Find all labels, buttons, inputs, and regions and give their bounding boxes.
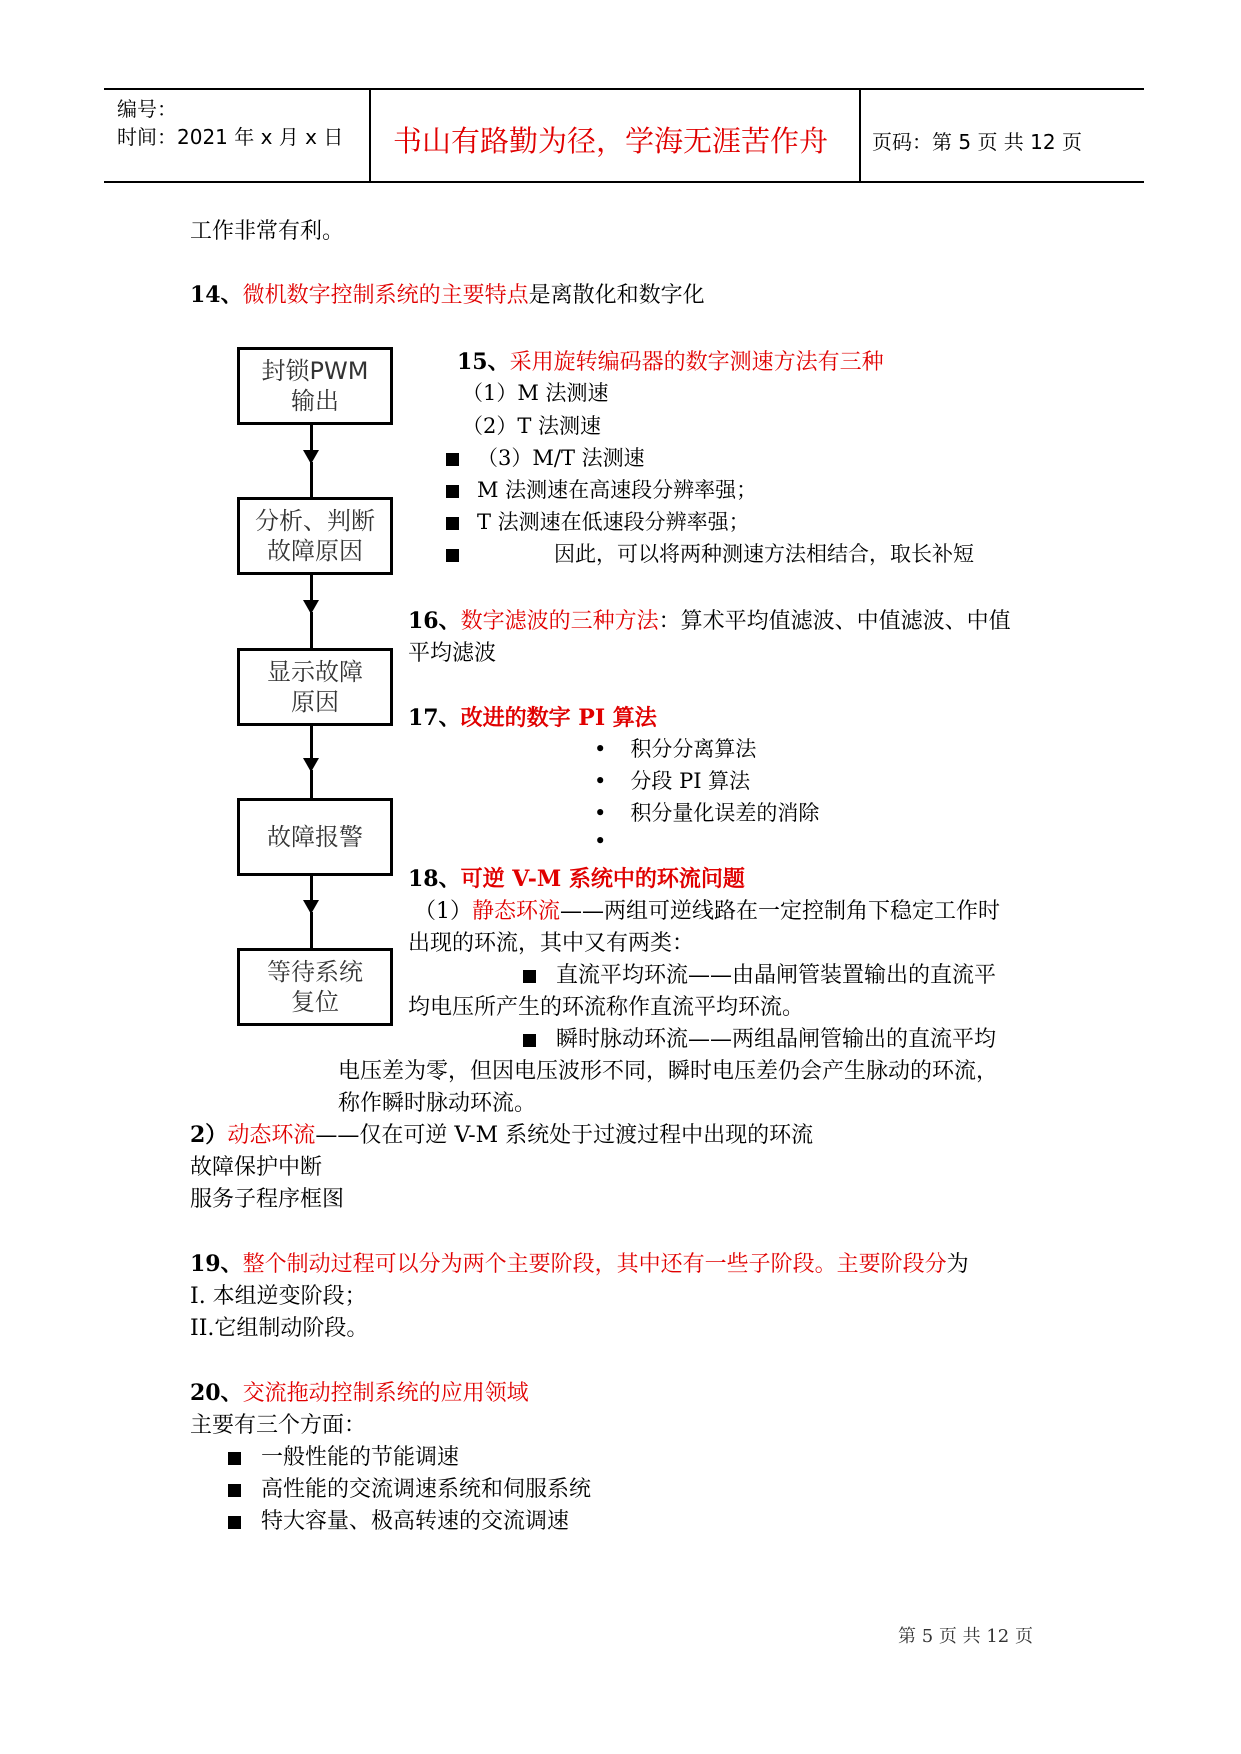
flow-box-text: 等待系统 xyxy=(267,958,363,986)
q15-bullet-text: 因此，可以将两种测速方法相结合，取长补短 xyxy=(554,542,974,566)
q20-intro: 主要有三个方面： xyxy=(190,1413,367,1438)
q18-bullet2-line3: 称作瞬时脉动环流。 xyxy=(338,1091,537,1116)
q19-topic: 整个制动过程可以分为两个主要阶段，其中还有一些子阶段。主要阶段分 xyxy=(242,1252,947,1277)
q18-bullet1-line1 xyxy=(523,958,996,989)
flow-connector xyxy=(310,912,313,948)
flow-box-text: 故障原因 xyxy=(267,537,363,565)
q19-stage-2: II.它组制动阶段。 xyxy=(190,1316,369,1341)
flow-box-analyze xyxy=(237,497,393,575)
q17-item xyxy=(594,733,756,763)
square-bullet-icon xyxy=(446,549,459,562)
q18-bullet1-text: 直流平均环流——由晶闸管装置输出的直流平 xyxy=(556,963,997,988)
flow-box-text: 输出 xyxy=(291,387,339,415)
q17-topic: 改进的数字 PI 算法 xyxy=(460,705,657,731)
fault-caption-1: 故障保护中断 xyxy=(190,1155,323,1180)
square-bullet-icon xyxy=(446,517,459,530)
q14-answer: 是离散化和数字化 xyxy=(528,283,705,308)
q18-bullet2-line1 xyxy=(523,1022,996,1053)
q15-bullet xyxy=(446,442,645,472)
q19-heading xyxy=(190,1247,969,1278)
time-label: 时间：2021 年 x 月 x 日 xyxy=(117,125,344,149)
q18-number: 18、 xyxy=(408,866,461,892)
q14-heading xyxy=(190,278,705,309)
q20-bullet-text: 一般性能的节能调速 xyxy=(261,1445,460,1470)
fault-caption-2: 服务子程序框图 xyxy=(190,1187,345,1212)
q15-item: （1）M 法测速 xyxy=(462,381,609,405)
q18-heading xyxy=(408,862,745,893)
q17-item-text: 积分量化误差的消除 xyxy=(630,801,820,825)
flow-box-text: 封锁PWM xyxy=(261,357,369,385)
square-bullet-icon xyxy=(523,1034,536,1047)
q17-item-text: 积分分离算法 xyxy=(630,737,757,761)
intro-text: 工作非常有利。 xyxy=(190,219,345,244)
q17-item-text: 分段 PI 算法 xyxy=(630,769,751,793)
q19-tail: 为 xyxy=(946,1252,969,1277)
header-divider-right xyxy=(859,88,861,183)
q18-static-line2: 出现的环流，其中又有两类： xyxy=(408,931,695,956)
q18-dynamic-term: 动态环流 xyxy=(227,1123,316,1148)
q14-number: 14、 xyxy=(190,282,243,308)
flow-connector xyxy=(310,612,313,648)
flow-box-text: 复位 xyxy=(291,988,339,1016)
footer-page-number: 第 5 页 共 12 页 xyxy=(898,1626,1033,1647)
q18-static-definition: ——两组可逆线路在一定控制角下稳定工作时 xyxy=(560,899,1001,924)
q18-bullet2-line2: 电压差为零，但因电压波形不同，瞬时电压差仍会产生脉动的环流， xyxy=(338,1059,999,1084)
q20-bullet-text: 特大容量、极高转速的交流调速 xyxy=(261,1509,570,1534)
page-label: 页码：第 5 页 共 12 页 xyxy=(872,130,1082,154)
q20-number: 20、 xyxy=(190,1380,243,1406)
square-bullet-icon xyxy=(228,1516,241,1529)
q17-number: 17、 xyxy=(408,705,461,731)
q15-topic: 采用旋转编码器的数字测速方法有三种 xyxy=(509,350,884,375)
q18-bullet1-line2: 均电压所产生的环流称作直流平均环流。 xyxy=(408,995,805,1020)
q18-bullet2-text: 瞬时脉动环流——两组晶闸管输出的直流平均 xyxy=(556,1027,997,1052)
q15-bullet-text: M 法测速在高速段分辨率强； xyxy=(477,478,758,502)
q20-heading xyxy=(190,1376,529,1407)
q20-bullet-text: 高性能的交流调速系统和伺服系统 xyxy=(261,1477,592,1502)
flow-connector xyxy=(310,572,313,602)
q16-number: 16、 xyxy=(408,608,461,634)
square-bullet-icon xyxy=(228,1484,241,1497)
q17-item xyxy=(594,765,750,795)
q18-static-term: 静态环流 xyxy=(472,899,561,924)
flow-connector xyxy=(310,770,313,798)
motto: 书山有路勤为径，学海无涯苦作舟 xyxy=(393,124,829,158)
q19-number: 19、 xyxy=(190,1251,243,1277)
q15-bullet xyxy=(446,474,757,504)
q17-item xyxy=(594,829,606,853)
q15-heading xyxy=(457,345,884,376)
q18-dynamic-prefix: 2） xyxy=(190,1122,228,1148)
header-bottom-rule xyxy=(104,181,1144,183)
q15-bullet xyxy=(446,506,750,536)
flow-box-text: 显示故障 xyxy=(267,658,363,686)
q18-static-prefix: （1） xyxy=(414,899,472,924)
q15-bullet xyxy=(446,538,974,568)
q15-bullet-text: （3）M/T 法测速 xyxy=(477,446,645,470)
flow-connector xyxy=(310,723,313,761)
q18-dynamic-definition: ——仅在可逆 V-M 系统处于过渡过程中出现的环流 xyxy=(315,1123,814,1148)
square-bullet-icon xyxy=(446,453,459,466)
q16-line2: 平均滤波 xyxy=(408,641,497,666)
q18-static-line1 xyxy=(414,894,1000,925)
q17-heading xyxy=(408,701,657,732)
flow-connector xyxy=(310,873,313,903)
q20-topic: 交流拖动控制系统的应用领域 xyxy=(242,1381,529,1406)
square-bullet-icon xyxy=(446,485,459,498)
flow-connector xyxy=(310,462,313,497)
square-bullet-icon xyxy=(523,970,536,983)
q19-stage-1: I. 本组逆变阶段； xyxy=(190,1284,367,1309)
dot-bullet-icon: • xyxy=(594,801,607,825)
serial-label: 编号： xyxy=(117,97,177,121)
flow-box-block-pwm xyxy=(237,347,393,425)
q16-line1 xyxy=(408,604,1011,635)
q16-answer: ：算术平均值滤波、中值滤波、中值 xyxy=(658,609,1011,634)
q15-item: （2）T 法测速 xyxy=(462,414,602,438)
q14-topic: 微机数字控制系统的主要特点 xyxy=(242,283,529,308)
q16-topic: 数字滤波的三种方法 xyxy=(460,609,659,634)
header-top-rule xyxy=(104,88,1144,90)
dot-bullet-icon: • xyxy=(594,737,607,761)
q18-dynamic xyxy=(190,1118,813,1149)
q15-bullet-text: T 法测速在低速段分辨率强； xyxy=(477,510,750,534)
q20-bullet xyxy=(228,1504,569,1535)
dot-bullet-icon: • xyxy=(594,829,607,853)
flow-box-text: 原因 xyxy=(291,688,339,716)
q17-item xyxy=(594,797,819,827)
flow-box-text: 故障报警 xyxy=(267,823,363,851)
flow-box-text: 分析、判断 xyxy=(255,507,375,535)
dot-bullet-icon: • xyxy=(594,769,607,793)
flow-box-wait-reset xyxy=(237,948,393,1026)
q15-number: 15、 xyxy=(457,349,510,375)
square-bullet-icon xyxy=(228,1452,241,1465)
flow-box-alarm xyxy=(237,798,393,876)
flow-connector xyxy=(310,422,313,452)
q20-bullet xyxy=(228,1440,459,1471)
q18-topic: 可逆 V-M 系统中的环流问题 xyxy=(460,866,745,892)
q20-bullet xyxy=(228,1472,591,1503)
flow-box-display xyxy=(237,648,393,726)
header-divider-left xyxy=(369,88,371,183)
